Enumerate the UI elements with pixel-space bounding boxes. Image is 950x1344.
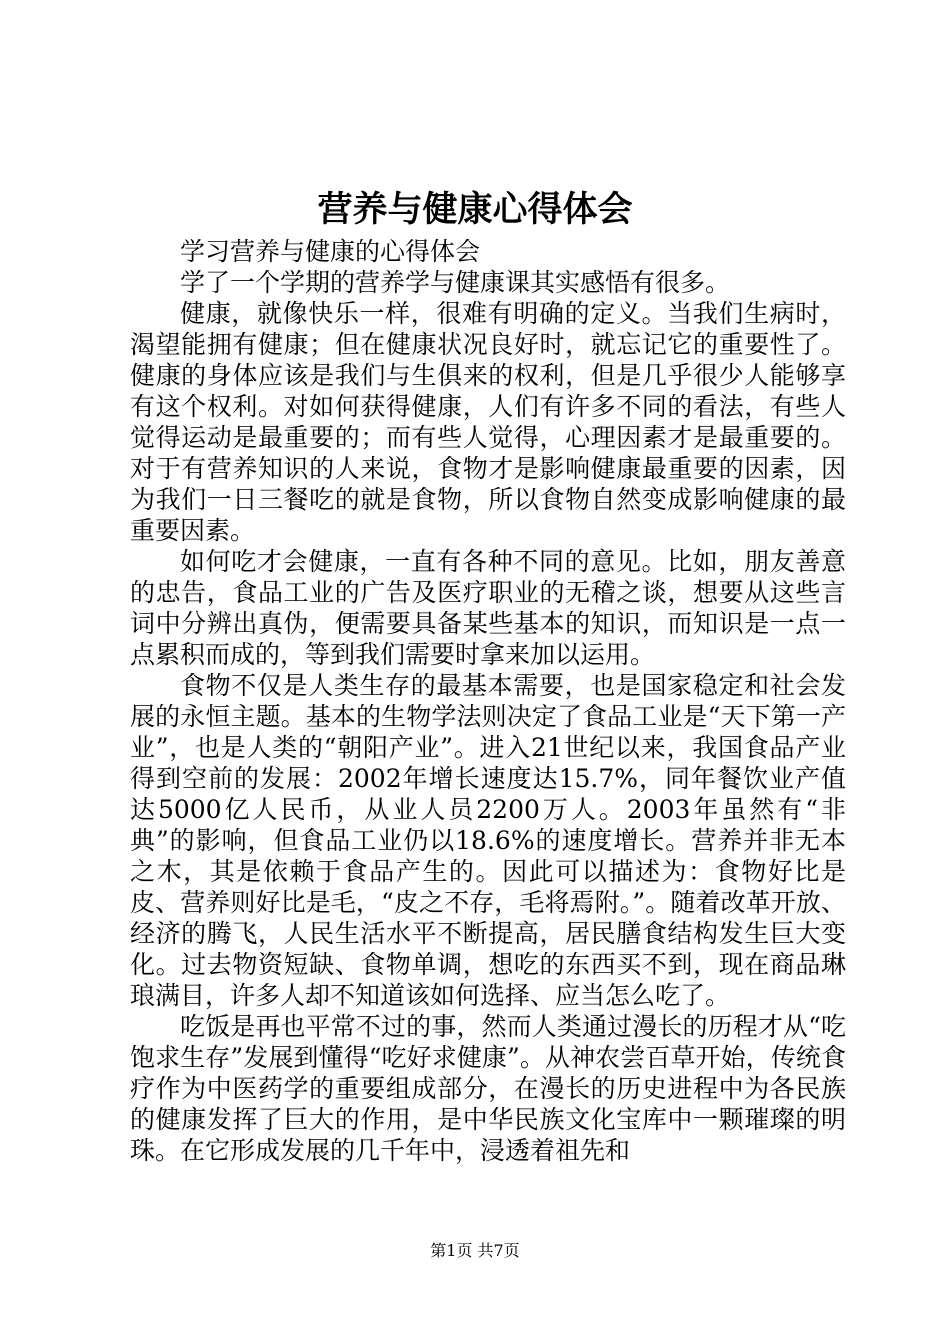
body-paragraph: 吃饭是再也平常不过的事，然而人类通过漫长的历程才从“吃饱求生存”发展到懂得“吃好求健康”。从神农尝百草开始，传统食疗作为中医药学的重要组成部分，在漫长的历史进程中为各民族的健康发挥了巨大的作用，是中华民族文化宝库中一颗璀璨的明珠。在它形成发展的几千年中，浸透着祖先和	[130, 1012, 846, 1165]
body-paragraph: 健康，就像快乐一样，很难有明确的定义。当我们生病时，渴望能拥有健康；但在健康状况良好时，就忘记它的重要性了。健康的身体应该是我们与生俱来的权利，但是几乎很少人能够享有这个权利。对如何获得健康，人们有许多不同的看法，有些人觉得运动是最重要的；而有些人觉得，心理因素才是最重要的。对于有营养知识的人来说，食物才是影响健康最重要的因素，因为我们一日三餐吃的就是食物，所以食物自然变成影响健康的最重要因素。	[130, 299, 846, 545]
document-body	[130, 236, 846, 1166]
document-title: 营养与健康心得体会	[317, 189, 633, 230]
body-paragraph: 食物不仅是人类生存的最基本需要，也是国家稳定和社会发展的永恒主题。基本的生物学法则决定了食品工业是“天下第一产业”，也是人类的“朝阳产业”。进入21世纪以来，我国食品产业得到空前的发展：2002年增长速度达15.7%，同年餐饮业产值达5000亿人民币，从业人员2200万人。2003年虽然有“非典”的影响，但食品工业仍以18.6%的速度增长。营养并非无本之木，其是依赖于食品产生的。因此可以描述为：食物好比是皮、营养则好比是毛，“皮之不存，毛将焉附。”。随着改革开放、经济的腾飞，人民生活水平不断提高，居民膳食结构发生巨大变化。过去物资短缺、食物单调，想吃的东西买不到，现在商品琳琅满目，许多人却不知道该如何选择、应当怎么吃了。	[130, 671, 846, 1010]
body-paragraph: 如何吃才会健康，一直有各种不同的意见。比如，朋友善意的忠告，食品工业的广告及医疗职业的无稽之谈，想要从这些言词中分辨出真伪，便需要具备某些基本的知识，而知识是一点一点累积而成的，等到我们需要时拿来加以运用。	[130, 547, 846, 669]
subtitle-paragraph: 学习营养与健康的心得体会	[180, 237, 481, 266]
body-paragraph: 学了一个学期的营养学与健康课其实感悟有很多。	[180, 268, 731, 297]
page-footer: 第1页 共7页	[430, 1241, 520, 1260]
